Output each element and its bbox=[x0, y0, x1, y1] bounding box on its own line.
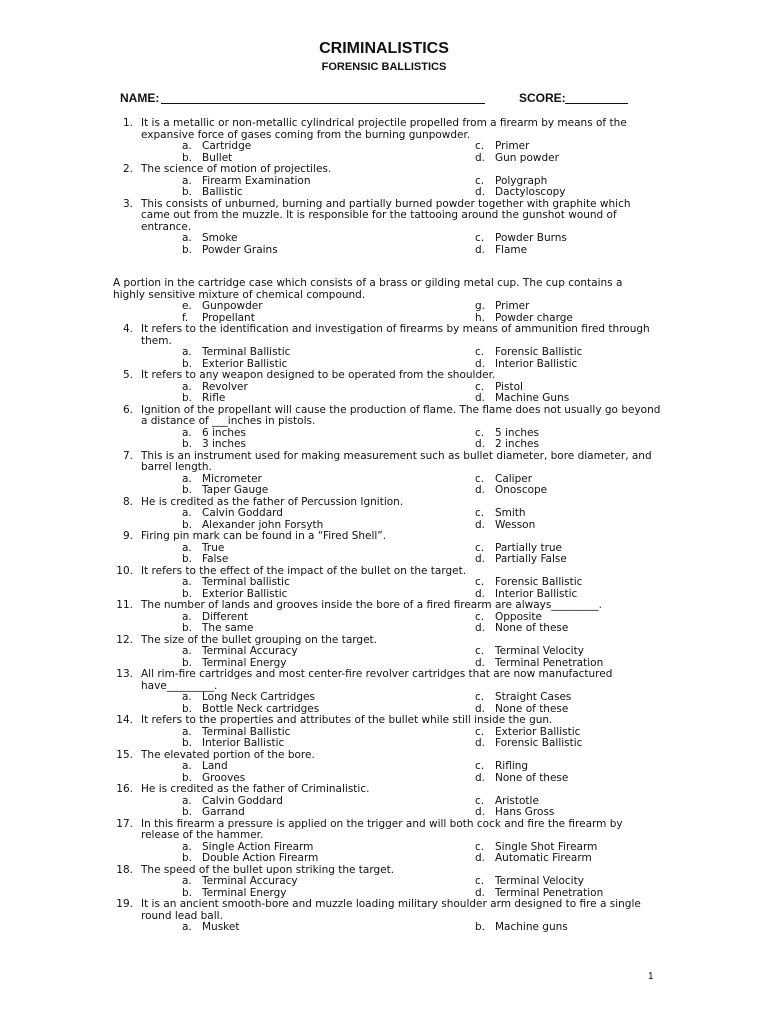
answer-choice bbox=[182, 922, 239, 934]
choice-letter: b. bbox=[182, 151, 193, 164]
question-item bbox=[0, 370, 768, 405]
choice-letter: c. bbox=[475, 840, 485, 853]
section-spacer bbox=[0, 256, 768, 278]
choice-letter: b. bbox=[182, 357, 193, 370]
choice-letter: d. bbox=[475, 357, 486, 370]
choice-row bbox=[0, 508, 768, 520]
choice-text: 2 inches bbox=[495, 438, 539, 450]
answer-choice bbox=[475, 520, 535, 532]
answer-choice bbox=[475, 738, 582, 750]
choice-text: None of these bbox=[495, 771, 569, 784]
choice-text: 5 inches bbox=[495, 426, 539, 439]
choice-letter: b. bbox=[182, 622, 193, 634]
question-item bbox=[0, 451, 768, 497]
choice-row bbox=[0, 439, 768, 451]
choice-text: Calvin Goddard bbox=[202, 507, 283, 519]
question-number: 16. bbox=[116, 783, 133, 795]
choice-letter: b. bbox=[182, 186, 193, 198]
choice-text: Opposite bbox=[495, 610, 542, 623]
choice-letter: c. bbox=[475, 426, 485, 439]
choice-letter: b. bbox=[182, 518, 193, 531]
choice-text: Primer bbox=[495, 140, 530, 152]
choice-row bbox=[0, 176, 768, 188]
answer-choice bbox=[182, 853, 318, 865]
question-item bbox=[0, 669, 768, 715]
choice-text: Terminal Accuracy bbox=[202, 645, 298, 657]
answer-choice bbox=[182, 485, 268, 497]
question-number: 12. bbox=[116, 633, 133, 646]
question-item bbox=[0, 531, 768, 566]
choice-row bbox=[0, 853, 768, 865]
question-item bbox=[0, 635, 768, 670]
question-text: He is credited as the father of Criminalistic. bbox=[141, 783, 370, 795]
choice-text: Wesson bbox=[495, 518, 536, 531]
question-item bbox=[0, 819, 768, 865]
choice-text: Single Shot Firearm bbox=[495, 840, 598, 853]
answer-choice bbox=[475, 623, 568, 635]
choice-row bbox=[0, 692, 768, 704]
choice-letter: a. bbox=[182, 576, 192, 588]
choice-text: Terminal Penetration bbox=[495, 886, 604, 899]
choice-row bbox=[0, 301, 768, 313]
choice-letter: c. bbox=[475, 610, 485, 623]
choice-text: Alexander john Forsyth bbox=[202, 518, 324, 531]
choice-text: Powder Burns bbox=[495, 232, 567, 244]
choice-text: Calvin Goddard bbox=[202, 794, 283, 807]
question-number: 18. bbox=[116, 863, 133, 876]
question-text: It is a metallic or non-metallic cylindrical projectile propelled from a firearm by means of the expansive force of gases coming from the burning gunpowder. bbox=[141, 117, 627, 141]
question-number: 7. bbox=[122, 449, 133, 462]
question-number: 1. bbox=[122, 117, 133, 129]
choice-row bbox=[0, 577, 768, 589]
choice-text: Grooves bbox=[202, 771, 246, 784]
choice-letter: a. bbox=[182, 426, 192, 439]
answer-choice bbox=[182, 187, 243, 199]
answer-choice bbox=[475, 187, 566, 199]
question-text: The number of lands and grooves inside the bore of a fired firearm are always_________. bbox=[141, 599, 602, 611]
answer-choice bbox=[475, 922, 568, 934]
choice-text: The same bbox=[202, 622, 254, 634]
choice-text: Terminal Velocity bbox=[495, 875, 584, 887]
choice-text: Interior Ballistic bbox=[495, 587, 578, 600]
question-text: It refers to any weapon designed to be operated from the shoulder. bbox=[141, 369, 496, 381]
choice-row bbox=[0, 347, 768, 359]
choice-letter: a. bbox=[182, 472, 192, 485]
choice-text: Exterior Ballistic bbox=[202, 587, 288, 600]
choice-text: Terminal Energy bbox=[202, 886, 287, 899]
choice-text: Exterior Ballistic bbox=[202, 357, 288, 370]
choice-letter: a. bbox=[182, 691, 192, 703]
choice-letter: g. bbox=[475, 300, 486, 312]
choice-letter: d. bbox=[475, 886, 486, 899]
choice-text: Bottle Neck cartridges bbox=[202, 702, 320, 715]
choice-letter: a. bbox=[182, 174, 192, 187]
choice-letter: e. bbox=[182, 300, 192, 312]
choice-text: Terminal Energy bbox=[202, 656, 287, 669]
choice-letter: d. bbox=[475, 151, 486, 164]
question-text: He is credited as the father of Percussion Ignition. bbox=[141, 495, 404, 508]
choice-text: Gun powder bbox=[495, 151, 559, 164]
question-text: It refers to the effect of the impact of the bullet on the target. bbox=[141, 564, 467, 577]
choice-letter: c. bbox=[475, 760, 485, 772]
choice-row bbox=[0, 876, 768, 888]
choice-letter: d. bbox=[475, 553, 486, 565]
choice-row bbox=[0, 738, 768, 750]
question-list bbox=[0, 118, 768, 934]
question-number: 4. bbox=[122, 323, 133, 335]
answer-choice bbox=[475, 853, 592, 865]
choice-letter: a. bbox=[182, 760, 192, 772]
choice-text: Forensic Ballistic bbox=[495, 737, 583, 749]
choice-row bbox=[0, 393, 768, 405]
choice-letter: b. bbox=[182, 553, 193, 565]
question-item bbox=[0, 600, 768, 635]
choice-text: Rifle bbox=[202, 392, 226, 404]
choice-text: Firearm Examination bbox=[202, 174, 311, 187]
question-text: All rim-fire cartridges and most center-fire revolver cartridges that are now manufactured have_________. bbox=[141, 668, 613, 692]
choice-row bbox=[0, 485, 768, 497]
choice-row bbox=[0, 727, 768, 739]
choice-text: Interior Ballistic bbox=[495, 357, 578, 370]
question-number: 6. bbox=[122, 403, 133, 416]
question-number: 5. bbox=[122, 369, 133, 381]
choice-letter: a. bbox=[182, 610, 192, 623]
question-number: 15. bbox=[116, 748, 133, 761]
question-item bbox=[0, 566, 768, 601]
choice-text: Exterior Ballistic bbox=[495, 725, 581, 738]
question-number: 9. bbox=[122, 530, 133, 542]
choice-letter: b. bbox=[182, 852, 193, 864]
choice-row bbox=[0, 842, 768, 854]
question-text: This is an instrument used for making measurement such as bullet diameter, bore diameter, and barrel length. bbox=[141, 449, 652, 473]
choice-letter: d. bbox=[475, 771, 486, 784]
choice-text: Automatic Firearm bbox=[495, 852, 592, 864]
question-number: 17. bbox=[116, 817, 133, 830]
choice-letter: d. bbox=[475, 656, 486, 669]
choice-text: Terminal Accuracy bbox=[202, 875, 298, 887]
choice-text: Garrand bbox=[202, 806, 245, 818]
name-blank-line bbox=[161, 103, 485, 104]
choice-row bbox=[0, 543, 768, 555]
choice-letter: b. bbox=[182, 702, 193, 715]
choice-letter: a. bbox=[182, 541, 192, 554]
choice-letter: b. bbox=[182, 587, 193, 600]
choice-letter: a. bbox=[182, 794, 192, 807]
choice-letter: f. bbox=[182, 311, 189, 324]
question-number: 3. bbox=[122, 197, 133, 210]
choice-letter: c. bbox=[475, 875, 485, 887]
score-label: SCORE: bbox=[519, 91, 566, 105]
choice-letter: a. bbox=[182, 921, 192, 933]
choice-text: Revolver bbox=[202, 380, 248, 393]
choice-letter: c. bbox=[475, 541, 485, 554]
choice-text: Terminal ballistic bbox=[202, 576, 290, 588]
choice-letter: a. bbox=[182, 645, 192, 657]
score-blank-line bbox=[565, 103, 628, 104]
choice-letter: d. bbox=[475, 392, 486, 404]
choice-letter: d. bbox=[475, 737, 486, 749]
answer-choice bbox=[475, 439, 539, 451]
choice-text: Powder charge bbox=[495, 311, 573, 324]
choice-letter: b. bbox=[182, 886, 193, 899]
answer-choice bbox=[475, 554, 567, 566]
question-text: The size of the bullet grouping on the target. bbox=[141, 633, 377, 646]
choice-text: Forensic Ballistic bbox=[495, 576, 583, 588]
choice-letter: b. bbox=[182, 771, 193, 784]
question-item bbox=[0, 405, 768, 451]
choice-letter: d. bbox=[475, 243, 486, 256]
answer-choice bbox=[475, 807, 554, 819]
choice-text: Flame bbox=[495, 243, 528, 256]
question-text: Firing pin mark can be found in a “Fired Shell”. bbox=[141, 530, 387, 542]
question-number: 10. bbox=[116, 564, 133, 577]
choice-text: True bbox=[202, 541, 225, 554]
choice-text: Musket bbox=[202, 921, 240, 933]
question-text: It is an ancient smooth-bore and muzzle loading military shoulder arm designed to fire a single round lead ball. bbox=[141, 898, 641, 922]
answer-choice bbox=[182, 439, 246, 451]
choice-letter: b. bbox=[475, 921, 486, 933]
answer-choice bbox=[182, 393, 225, 405]
choice-letter: a. bbox=[182, 232, 192, 244]
answer-choice bbox=[182, 807, 245, 819]
choice-letter: d. bbox=[475, 806, 486, 818]
choice-text: Caliper bbox=[495, 472, 533, 485]
document-subtitle: FORENSIC BALLISTICS bbox=[321, 61, 447, 73]
answer-choice bbox=[182, 554, 228, 566]
question-number: 8. bbox=[122, 495, 133, 508]
question-item bbox=[0, 715, 768, 750]
question-item bbox=[0, 118, 768, 164]
choice-text: Micrometer bbox=[202, 472, 262, 485]
choice-letter: c. bbox=[475, 507, 485, 519]
choice-text: Terminal Penetration bbox=[495, 656, 604, 669]
name-label: NAME: bbox=[120, 91, 160, 105]
question-text: This consists of unburned, burning and partially burned powder together with graphite which came out from the muzzle. It is responsible for the tattooing around the gunshot wound of entrance. bbox=[141, 197, 631, 233]
choice-text: Cartridge bbox=[202, 140, 252, 152]
choice-letter: d. bbox=[475, 702, 486, 715]
choice-text: 6 inches bbox=[202, 426, 246, 439]
choice-text: None of these bbox=[495, 702, 569, 715]
question-item bbox=[0, 324, 768, 370]
choice-letter: a. bbox=[182, 380, 192, 393]
choice-text: Interior Ballistic bbox=[202, 737, 285, 749]
choice-letter: a. bbox=[182, 840, 192, 853]
page-number: 1 bbox=[648, 971, 654, 982]
choice-letter: a. bbox=[182, 725, 192, 738]
choice-letter: h. bbox=[475, 311, 485, 324]
choice-text: Single Action Firearm bbox=[202, 840, 314, 853]
question-number: 2. bbox=[122, 163, 133, 175]
question-text: The science of motion of projectiles. bbox=[141, 163, 332, 175]
choice-text: Terminal Ballistic bbox=[202, 725, 291, 738]
choice-text: Bullet bbox=[202, 151, 233, 164]
question-number: 14. bbox=[116, 714, 133, 726]
question-text: The elevated portion of the bore. bbox=[141, 748, 315, 761]
choice-text: Propellant bbox=[202, 311, 255, 324]
choice-letter: c. bbox=[475, 794, 485, 807]
question-item bbox=[0, 899, 768, 934]
choice-text: Rifling bbox=[495, 760, 529, 772]
choice-text: None of these bbox=[495, 622, 569, 634]
choice-letter: b. bbox=[182, 243, 193, 256]
choice-text: Ballistic bbox=[202, 186, 243, 198]
choice-text: Different bbox=[202, 610, 249, 623]
choice-row bbox=[0, 807, 768, 819]
choice-text: Aristotle bbox=[495, 794, 539, 807]
choice-row bbox=[0, 623, 768, 635]
choice-letter: d. bbox=[475, 438, 486, 450]
choice-letter: d. bbox=[475, 852, 486, 864]
choice-row bbox=[0, 646, 768, 658]
choice-row bbox=[0, 233, 768, 245]
choice-row bbox=[0, 554, 768, 566]
choice-text: Smith bbox=[495, 507, 526, 519]
choice-row bbox=[0, 474, 768, 486]
choice-row bbox=[0, 141, 768, 153]
question-text: In this firearm a pressure is applied on the trigger and will both cock and fire the firearm by release of the hammer. bbox=[141, 817, 623, 841]
question-text: Ignition of the propellant will cause the production of flame. The flame does not usually go beyond a distance of ___inches in pistols. bbox=[141, 403, 661, 427]
choice-row bbox=[0, 428, 768, 440]
answer-choice bbox=[475, 773, 568, 785]
question-number: 11. bbox=[116, 599, 133, 611]
choice-letter: b. bbox=[182, 484, 193, 496]
choice-letter: c. bbox=[475, 645, 485, 657]
choice-text: Long Neck Cartridges bbox=[202, 691, 315, 703]
question-text: It refers to the properties and attributes of the bullet while still inside the gun. bbox=[141, 714, 553, 726]
choice-text: Powder Grains bbox=[202, 243, 278, 256]
choice-letter: c. bbox=[475, 346, 485, 358]
choice-text: Terminal Velocity bbox=[495, 645, 584, 657]
choice-letter: a. bbox=[182, 346, 192, 358]
choice-letter: d. bbox=[475, 484, 486, 496]
answer-choice bbox=[182, 245, 278, 257]
choice-row bbox=[0, 153, 768, 165]
choice-letter: c. bbox=[475, 232, 485, 244]
choice-letter: d. bbox=[475, 622, 486, 634]
answer-choice bbox=[475, 485, 547, 497]
choice-text: Onoscope bbox=[495, 484, 548, 496]
choice-letter: b. bbox=[182, 656, 193, 669]
answer-choice bbox=[475, 245, 527, 257]
choice-row bbox=[0, 761, 768, 773]
choice-text: Machine Guns bbox=[495, 392, 570, 404]
choice-letter: b. bbox=[182, 737, 193, 749]
unnumbered-question bbox=[0, 278, 768, 324]
choice-text: Dactyloscopy bbox=[495, 186, 566, 198]
choice-text: Land bbox=[202, 760, 228, 772]
choice-text: Double Action Firearm bbox=[202, 852, 319, 864]
choice-letter: c. bbox=[475, 174, 485, 187]
question-item bbox=[0, 784, 768, 819]
choice-letter: d. bbox=[475, 587, 486, 600]
choice-letter: c. bbox=[475, 380, 485, 393]
choice-letter: a. bbox=[182, 507, 192, 519]
choice-text: Polygraph bbox=[495, 174, 548, 187]
question-text: The speed of the bullet upon striking the target. bbox=[141, 863, 395, 876]
answer-choice bbox=[475, 393, 569, 405]
choice-row bbox=[0, 796, 768, 808]
question-text: It refers to the identification and investigation of firearms by means of ammunition fired through them. bbox=[141, 323, 650, 347]
choice-letter: c. bbox=[475, 576, 485, 588]
choice-letter: b. bbox=[182, 392, 193, 404]
choice-text: Terminal Ballistic bbox=[202, 346, 291, 358]
choice-text: Primer bbox=[495, 300, 530, 312]
choice-letter: c. bbox=[475, 691, 485, 703]
choice-letter: b. bbox=[182, 438, 193, 450]
choice-text: Smoke bbox=[202, 232, 238, 244]
choice-row bbox=[0, 245, 768, 257]
choice-text: Forensic Ballistic bbox=[495, 346, 583, 358]
choice-letter: a. bbox=[182, 140, 192, 152]
choice-text: False bbox=[202, 553, 229, 565]
choice-text: Hans Gross bbox=[495, 806, 555, 818]
choice-text: Straight Cases bbox=[495, 691, 572, 703]
choice-letter: d. bbox=[475, 518, 486, 531]
document-title: CRIMINALISTICS bbox=[319, 40, 449, 57]
question-item bbox=[0, 199, 768, 257]
choice-letter: b. bbox=[182, 806, 193, 818]
answer-choice bbox=[182, 623, 253, 635]
question-item bbox=[0, 497, 768, 532]
answer-choice bbox=[182, 738, 284, 750]
choice-text: Taper Gauge bbox=[202, 484, 269, 496]
question-item bbox=[0, 164, 768, 199]
choice-letter: c. bbox=[475, 472, 485, 485]
choice-text: 3 inches bbox=[202, 438, 246, 450]
choice-text: Partially true bbox=[495, 541, 563, 554]
choice-letter: d. bbox=[475, 186, 486, 198]
choice-text: Pistol bbox=[495, 380, 523, 393]
choice-text: Gunpowder bbox=[202, 300, 263, 312]
question-text: A portion in the cartridge case which consists of a brass or gilding metal cup. The cup contains a highly sensitive mixture of chemical compound. bbox=[113, 277, 623, 301]
choice-row bbox=[0, 382, 768, 394]
question-number: 13. bbox=[116, 668, 133, 680]
choice-row bbox=[0, 187, 768, 199]
choice-letter: c. bbox=[475, 725, 485, 738]
choice-row bbox=[0, 612, 768, 624]
choice-letter: a. bbox=[182, 875, 192, 887]
question-item bbox=[0, 865, 768, 900]
answer-choice bbox=[475, 153, 559, 165]
choice-text: Machine guns bbox=[495, 921, 568, 933]
question-item bbox=[0, 750, 768, 785]
choice-text: Partially False bbox=[495, 553, 567, 565]
question-number: 19. bbox=[116, 898, 133, 910]
choice-row bbox=[0, 922, 768, 934]
choice-row bbox=[0, 773, 768, 785]
choice-letter: c. bbox=[475, 140, 485, 152]
